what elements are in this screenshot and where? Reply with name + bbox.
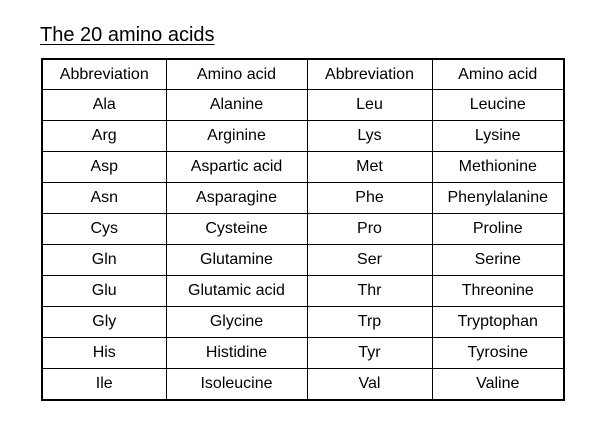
table-row <box>42 245 564 276</box>
abbreviation-cell: Cys <box>42 214 166 245</box>
abbreviation-cell: Asn <box>42 183 166 214</box>
amino-acid-cell: Threonine <box>432 276 564 307</box>
abbreviation-cell: Tyr <box>307 338 432 369</box>
abbreviation-cell: Ser <box>307 245 432 276</box>
amino-acid-cell: Aspartic acid <box>166 152 307 183</box>
amino-acid-cell: Serine <box>432 245 564 276</box>
table-row <box>42 121 564 152</box>
abbreviation-cell: Met <box>307 152 432 183</box>
abbreviation-cell: Ala <box>42 90 166 121</box>
header-amino-acid-left: Amino acid <box>166 59 307 90</box>
abbreviation-cell: Arg <box>42 121 166 152</box>
amino-acid-cell: Tyrosine <box>432 338 564 369</box>
amino-acid-cell: Histidine <box>166 338 307 369</box>
table-row <box>42 90 564 121</box>
amino-acid-cell: Glutamic acid <box>166 276 307 307</box>
table-row <box>42 152 564 183</box>
table-body <box>42 90 564 401</box>
abbreviation-cell: Thr <box>307 276 432 307</box>
table-row <box>42 214 564 245</box>
table-row <box>42 307 564 338</box>
abbreviation-cell: Leu <box>307 90 432 121</box>
amino-acid-cell: Isoleucine <box>166 369 307 401</box>
amino-acid-cell: Proline <box>432 214 564 245</box>
abbreviation-cell: Ile <box>42 369 166 401</box>
table-row <box>42 276 564 307</box>
abbreviation-cell: His <box>42 338 166 369</box>
header-amino-acid-right: Amino acid <box>432 59 564 90</box>
abbreviation-cell: Asp <box>42 152 166 183</box>
table-row <box>42 183 564 214</box>
header-abbreviation-right: Abbreviation <box>307 59 432 90</box>
abbreviation-cell: Trp <box>307 307 432 338</box>
amino-acid-cell: Leucine <box>432 90 564 121</box>
amino-acid-cell: Glutamine <box>166 245 307 276</box>
amino-acid-cell: Alanine <box>166 90 307 121</box>
abbreviation-cell: Phe <box>307 183 432 214</box>
amino-acid-table <box>41 58 565 401</box>
amino-acid-cell: Phenylalanine <box>432 183 564 214</box>
amino-acid-cell: Arginine <box>166 121 307 152</box>
abbreviation-cell: Gly <box>42 307 166 338</box>
abbreviation-cell: Lys <box>307 121 432 152</box>
page-title: The 20 amino acids <box>40 24 215 46</box>
amino-acid-cell: Cysteine <box>166 214 307 245</box>
abbreviation-cell: Val <box>307 369 432 401</box>
abbreviation-cell: Gln <box>42 245 166 276</box>
abbreviation-cell: Pro <box>307 214 432 245</box>
abbreviation-cell: Glu <box>42 276 166 307</box>
amino-acid-cell: Methionine <box>432 152 564 183</box>
amino-acid-cell: Lysine <box>432 121 564 152</box>
amino-acid-cell: Asparagine <box>166 183 307 214</box>
amino-acid-cell: Tryptophan <box>432 307 564 338</box>
amino-acid-cell: Glycine <box>166 307 307 338</box>
table-row <box>42 338 564 369</box>
table-row <box>42 369 564 401</box>
amino-acid-cell: Valine <box>432 369 564 401</box>
header-abbreviation-left: Abbreviation <box>42 59 166 90</box>
header-row <box>42 59 564 90</box>
